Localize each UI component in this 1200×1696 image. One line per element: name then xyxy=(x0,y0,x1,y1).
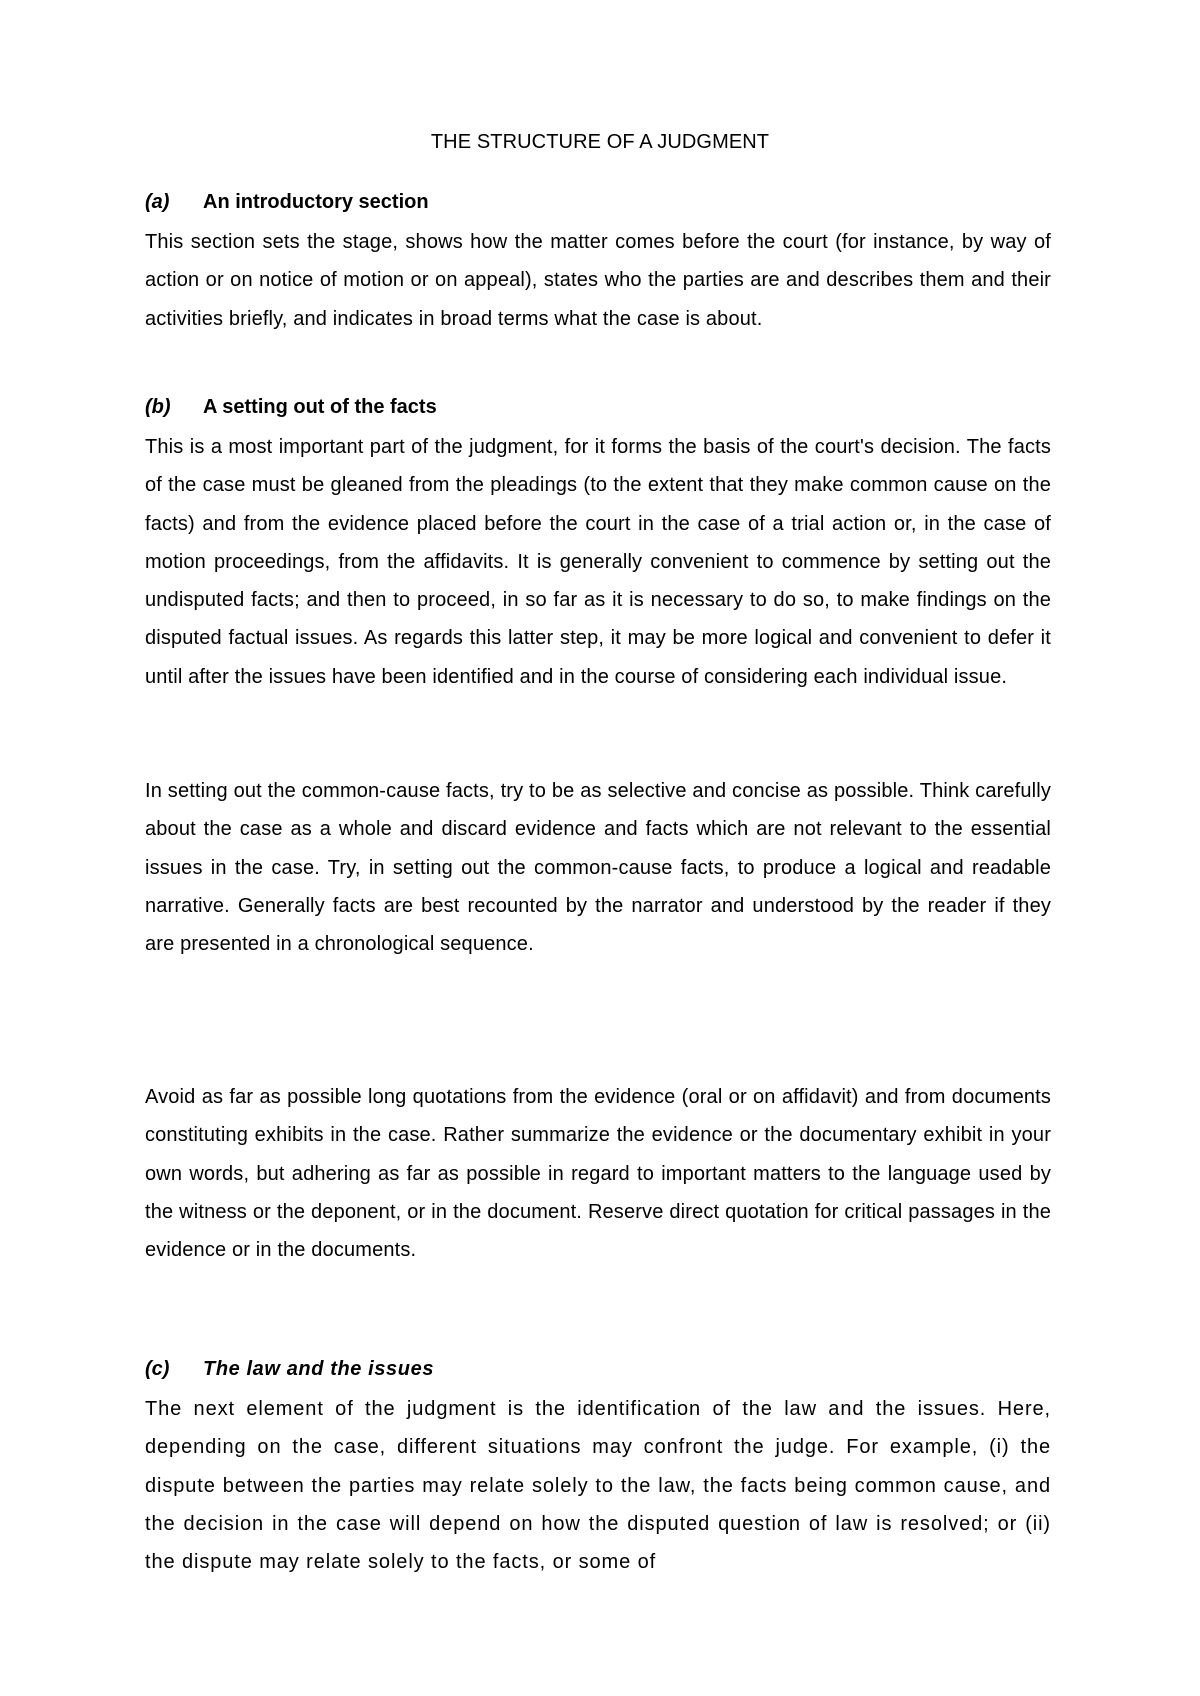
section-c-number: (c) xyxy=(145,1358,170,1380)
section-a-number: (a) xyxy=(145,191,170,213)
section-b-paragraph-3: Avoid as far as possible long quotations from the evidence (oral or on affidavit) and from documents constituting exhibits in the case. Rather summarize the evidence or the documentary exhibit in your own words, but adhering as far as possible in regard to important matters to the language used by the witness or the deponent, or in the document. Reserve direct quotation for critical passages in the evidence or in the documents. xyxy=(145,1086,1051,1262)
section-c-title: The law and the issues xyxy=(203,1358,435,1380)
document-title: THE STRUCTURE OF A JUDGMENT xyxy=(430,131,770,153)
section-a-title: An introductory section xyxy=(203,191,429,213)
section-a-heading xyxy=(145,188,429,216)
section-b-heading xyxy=(145,393,437,421)
section-b-number: (b) xyxy=(145,396,171,418)
section-b-paragraph-2: In setting out the common-cause facts, try to be as selective and concise as possible. Think carefully about the case as a whole and discard evidence and facts which are not relevant to the essential issues in the case. Try, in setting out the common-cause facts, to produce a logical and readable narrative. Generally facts are best recounted by the narrator and understood by the reader if they are presented in a chronological sequence. xyxy=(145,780,1051,956)
section-b-paragraph-1: This is a most important part of the judgment, for it forms the basis of the court's decision. The facts of the case must be gleaned from the pleadings (to the extent that they make common cause on the facts) and from the evidence placed before the court in the case of a trial action or, in the case of motion proceedings, from the affidavits. It is generally convenient to commence by setting out the undisputed facts; and then to proceed, in so far as it is necessary to do so, to make findings on the disputed factual issues. As regards this latter step, it may be more logical and convenient to defer it until after the issues have been identified and in the course of considering each individual issue. xyxy=(145,436,1051,688)
section-a-paragraph-1: This section sets the stage, shows how the matter comes before the court (for instance, by way of action or on notice of motion or on appeal), states who the parties are and describes them and their activities briefly, and indicates in broad terms what the case is about. xyxy=(145,231,1051,330)
section-c-paragraph-1: The next element of the judgment is the identification of the law and the issues. Here, depending on the case, different situations may confront the judge. For example, (i) the dispute between the parties may relate solely to the law, the facts being common cause, and the decision in the case will depend on how the disputed question of law is resolved; or (ii) the dispute may relate solely to the facts, or some of xyxy=(145,1398,1051,1574)
section-c-heading xyxy=(145,1355,434,1383)
section-b-title: A setting out of the facts xyxy=(203,396,437,418)
